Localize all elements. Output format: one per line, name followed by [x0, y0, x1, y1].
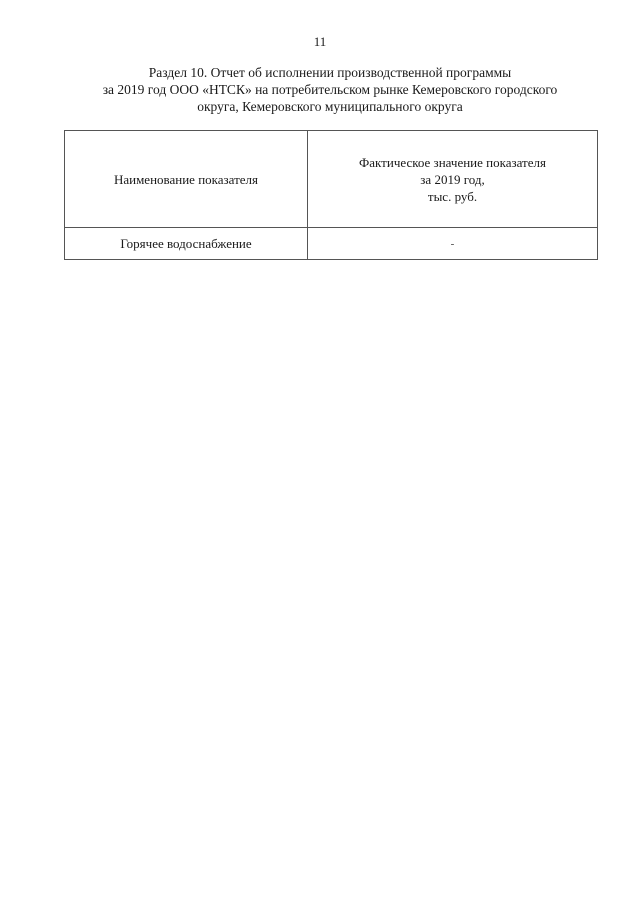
table-row	[65, 228, 598, 260]
row-name-cell	[65, 228, 308, 260]
header-name-cell	[65, 131, 308, 228]
header-value-line-3: тыс. руб.	[427, 188, 478, 204]
section-heading	[60, 64, 600, 115]
header-value-cell	[308, 131, 598, 228]
report-table	[64, 130, 598, 260]
heading-line-1: Раздел 10. Отчет об исполнении производственной программы	[148, 65, 512, 80]
row-value-cell	[308, 228, 598, 260]
heading-line-2: за 2019 год ООО «НТСК» на потребительском рынке Кемеровского городского	[102, 82, 558, 97]
header-name-label: Наименование показателя	[113, 171, 259, 187]
row-name: Горячее водоснабжение	[120, 236, 252, 251]
page-number: 11	[313, 34, 327, 49]
table-header-row	[65, 131, 598, 228]
header-value-line-2: за 2019 год,	[420, 171, 485, 187]
header-value-line-1: Фактическое значение показателя	[359, 154, 546, 170]
heading-line-3: округа, Кемеровского муниципального округа	[197, 99, 463, 114]
row-value: -	[450, 238, 455, 250]
